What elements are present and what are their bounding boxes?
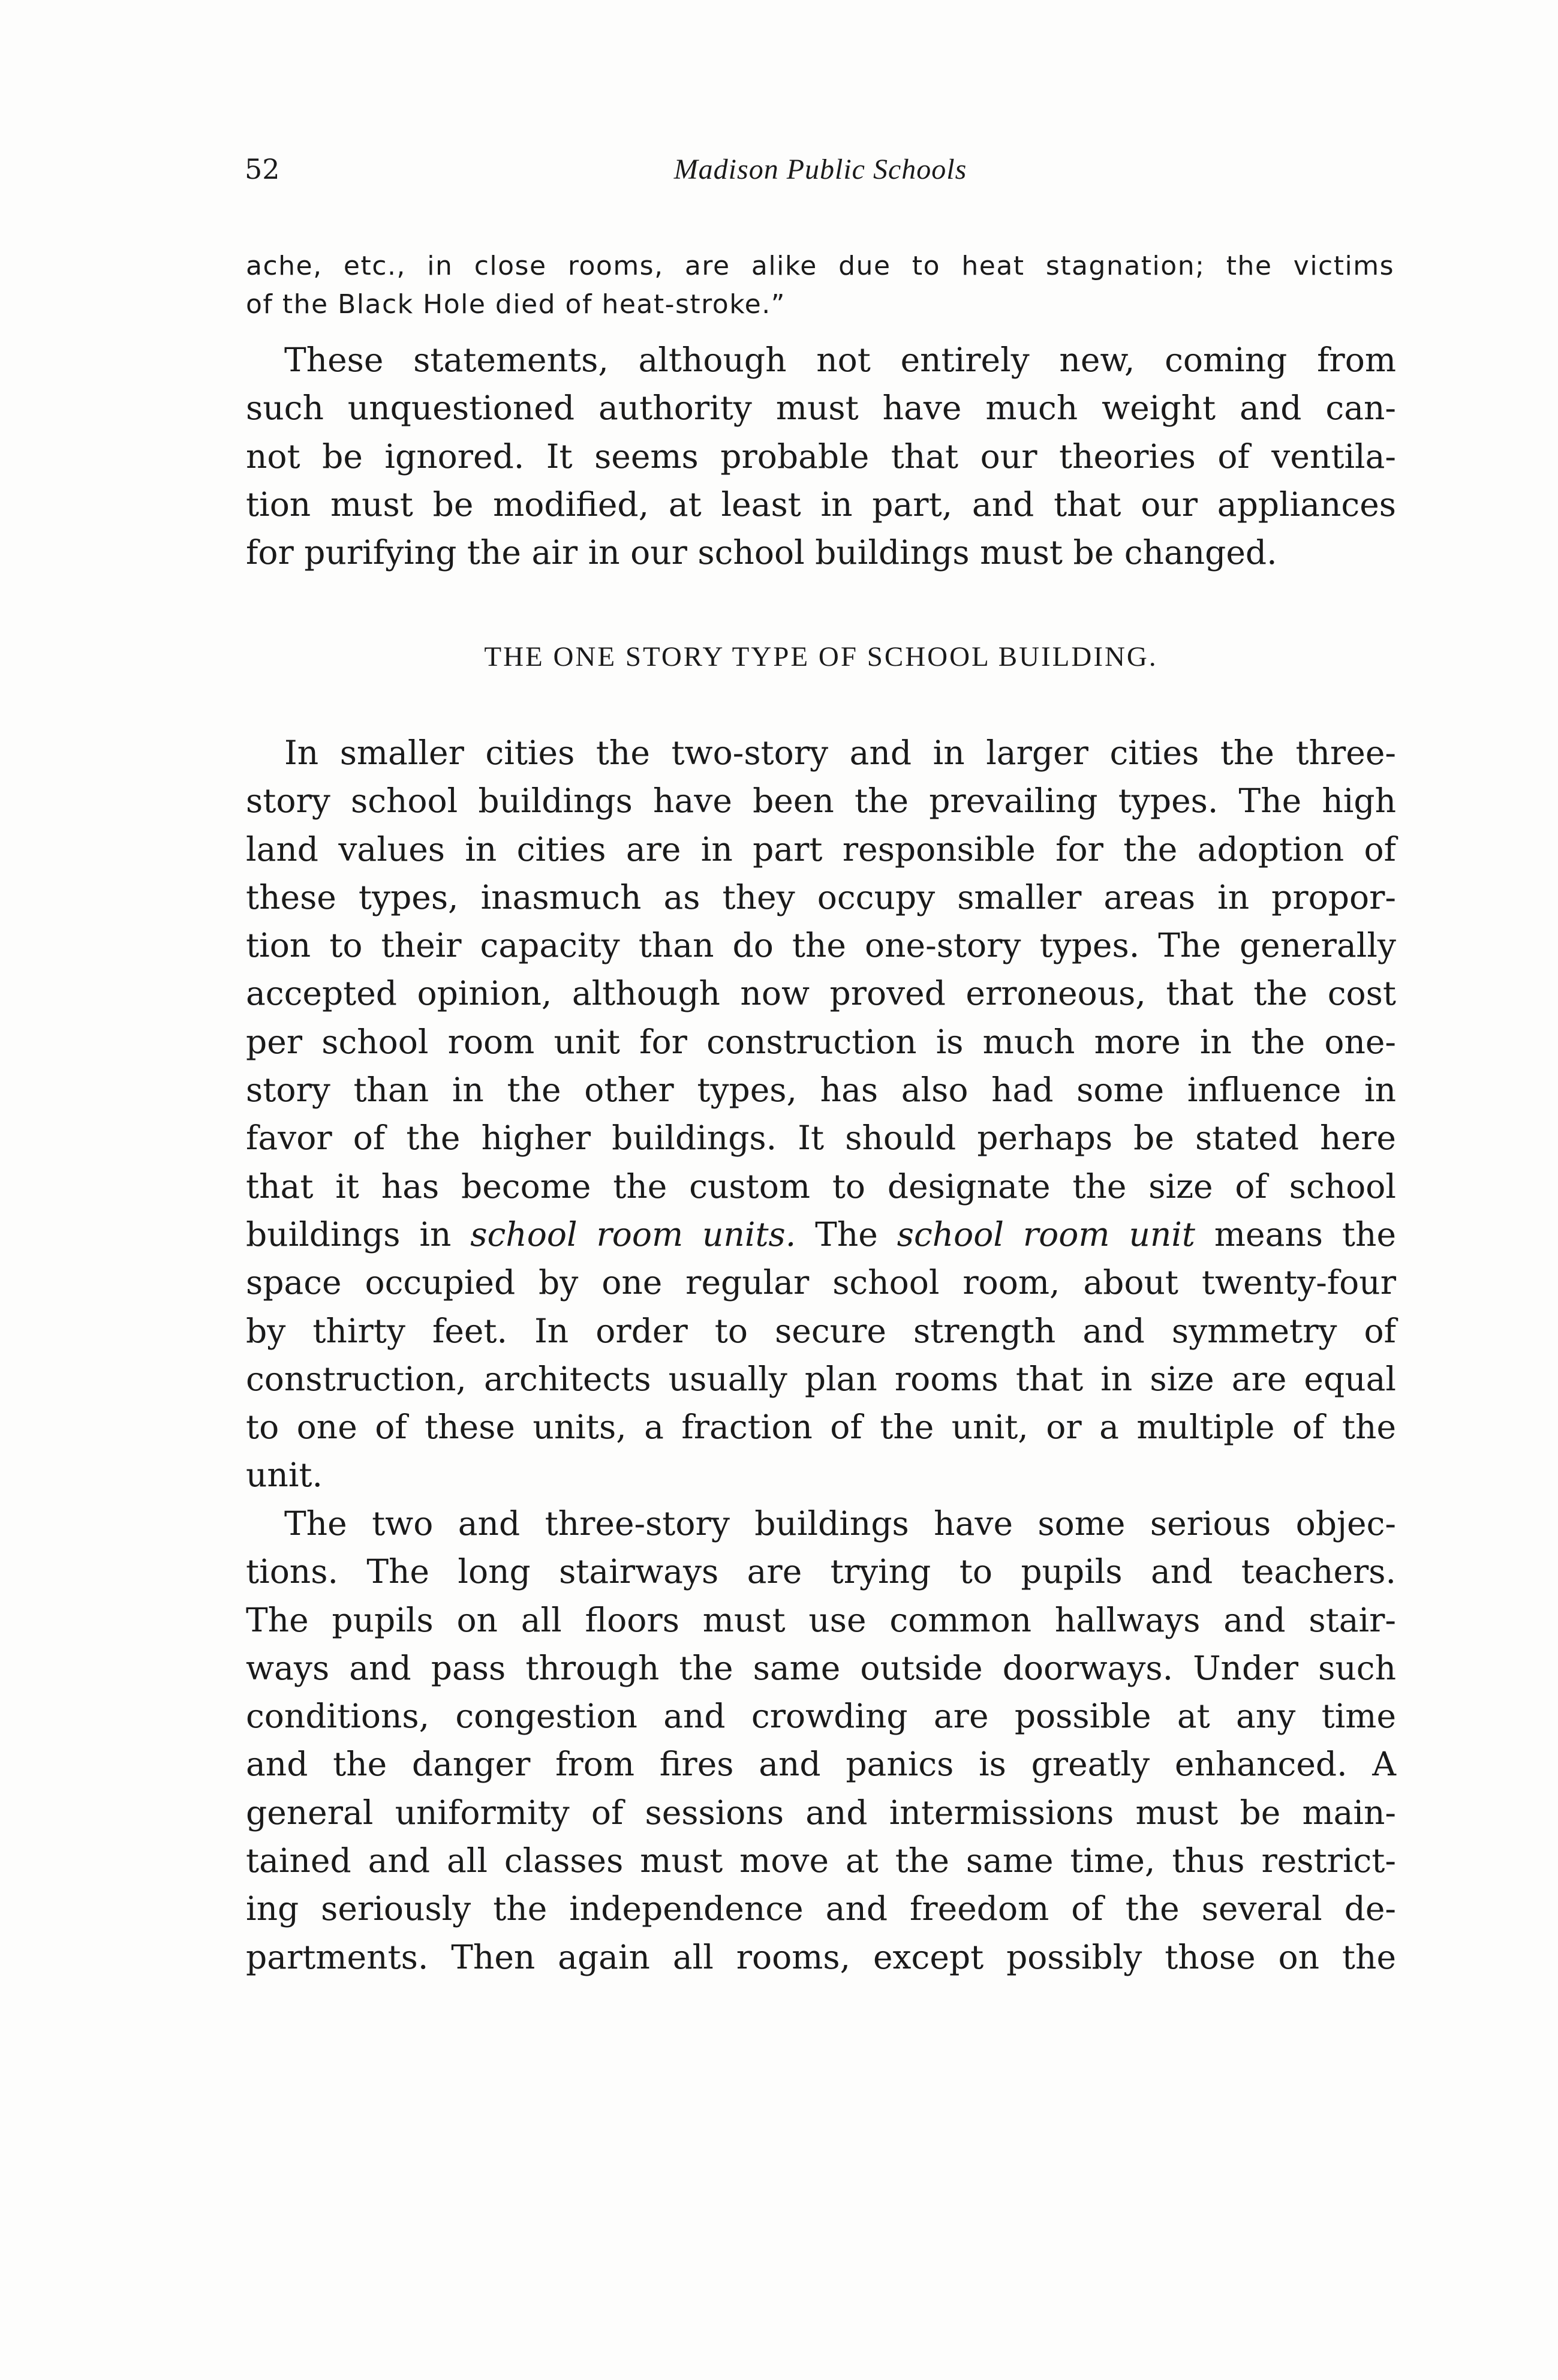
- quote-continuation: [246, 247, 1394, 324]
- section-heading: THE ONE STORY TYPE OF SCHOOL BUILDING.: [484, 641, 1158, 672]
- text-line: unit.: [246, 1456, 323, 1495]
- text-line: space occupied by one regular school room, about twenty-four: [246, 1263, 1396, 1302]
- text-line: In smaller cities the two-story and in larger cities the three-: [284, 734, 1396, 772]
- text-line: such unquestioned authority must have much weight and can-: [246, 389, 1396, 428]
- text-line: ways and pass through the same outside doorways. Under such: [246, 1648, 1396, 1687]
- text-line: and the danger from fires and panics is greatly enhanced. A: [246, 1745, 1396, 1784]
- quote-line: of the Black Hole died of heat-stroke.”: [246, 289, 786, 320]
- text-line: tained and all classes must move at the same time, thus restrict-: [246, 1841, 1396, 1880]
- text-fragment: buildings in: [246, 1215, 471, 1254]
- text-line: ing seriously the independence and freedom of the several de-: [246, 1889, 1396, 1928]
- text-fragment: means the: [1195, 1215, 1396, 1254]
- text-line: for purifying the air in our school buildings must be changed.: [246, 533, 1277, 572]
- text-line: The pupils on all floors must use common hallways and stair-: [246, 1600, 1396, 1639]
- text-line: by thirty feet. In order to secure strength and symmetry of: [246, 1311, 1396, 1350]
- text-line: construction, architects usually plan rooms that in size are equal: [246, 1359, 1396, 1398]
- text-line: conditions, congestion and crowding are possible at any time: [246, 1697, 1396, 1736]
- text-line: tion to their capacity than do the one-story types. The generally: [246, 926, 1396, 965]
- italic-term: school room unit: [897, 1215, 1195, 1254]
- text-line: land values in cities are in part responsible for the adoption of: [246, 830, 1396, 869]
- text-line: story than in the other types, has also had some influence in: [246, 1071, 1396, 1110]
- paragraph-one-story: [246, 729, 1396, 1499]
- page-header: [245, 153, 1396, 195]
- text-line-italic-terms: [246, 1210, 1396, 1258]
- text-line: that it has become the custom to designate the size of school: [246, 1167, 1396, 1206]
- text-line: The two and three-story buildings have some serious objec-: [284, 1504, 1396, 1543]
- text-line: these types, inasmuch as they occupy smaller areas in propor-: [246, 878, 1396, 916]
- text-line: accepted opinion, although now proved erroneous, that the cost: [246, 974, 1396, 1013]
- page-number: 52: [245, 153, 280, 185]
- text-fragment: The: [796, 1215, 897, 1254]
- paragraph-statements: [246, 336, 1396, 576]
- quote-line: ache, etc., in close rooms, are alike due to heat stagnation; the victims: [246, 251, 1394, 281]
- text-line: tions. The long stairways are trying to pupils and teachers.: [246, 1552, 1396, 1591]
- text-line: to one of these units, a fraction of the unit, or a multiple of the: [246, 1408, 1396, 1447]
- text-line: story school buildings have been the prevailing types. The high: [246, 782, 1396, 821]
- text-line: not be ignored. It seems probable that our theories of ventila-: [246, 437, 1396, 476]
- running-title: Madison Public Schools: [673, 154, 967, 185]
- text-line: These statements, although not entirely new, coming from: [284, 341, 1396, 379]
- text-line: partments. Then again all rooms, except possibly those on the: [246, 1937, 1396, 1976]
- text-line: per school room unit for construction is much more in the one-: [246, 1022, 1396, 1061]
- paragraph-objections: [246, 1499, 1396, 1981]
- text-line: tion must be modified, at least in part, and that our appliances: [246, 485, 1396, 524]
- italic-term: school room units.: [470, 1215, 796, 1254]
- text-line: favor of the higher buildings. It should perhaps be stated here: [246, 1119, 1396, 1158]
- text-line: general uniformity of sessions and intermissions must be main-: [246, 1793, 1396, 1832]
